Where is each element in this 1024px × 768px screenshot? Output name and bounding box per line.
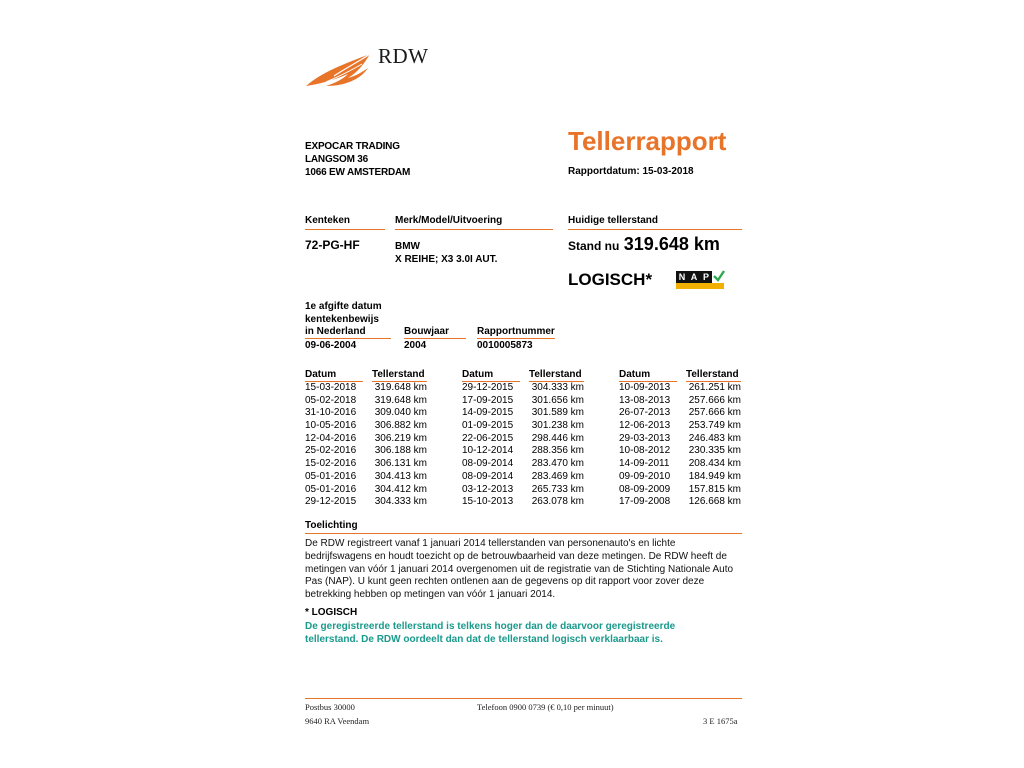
address-line: LANGSOM 36 [305, 154, 369, 165]
footer-code: 3 E 1675a [703, 716, 738, 726]
nap-letter: N [676, 271, 688, 283]
footer-telefoon: Telefoon 0900 0739 (€ 0,10 per minuut) [477, 702, 614, 712]
rapportnummer-label: Rapportnummer [477, 326, 555, 337]
divider [305, 698, 742, 699]
nap-letter: A [688, 271, 700, 283]
reading-value: 306.188 km [374, 445, 427, 457]
divider [404, 338, 466, 339]
readings-rows [305, 382, 427, 509]
reading-date: 17-09-2015 [462, 394, 514, 406]
reading-date: 10-09-2013 [619, 382, 671, 393]
first-registration-value: 09-06-2004 [305, 340, 357, 351]
reading-value: 301.589 km [531, 407, 584, 419]
reading-row [462, 395, 584, 408]
reading-row [305, 471, 427, 484]
reading-row [462, 382, 584, 395]
merk-line: X REIHE; X3 3.0I AUT. [395, 253, 498, 265]
reading-date: 12-06-2013 [619, 420, 671, 432]
reading-value: 283.469 km [531, 470, 584, 482]
footer-postbus: Postbus 30000 [305, 702, 355, 712]
readings-column [462, 369, 584, 509]
reading-row [619, 496, 741, 509]
toelichting-text [305, 538, 745, 602]
address-line: 1066 EW AMSTERDAM [305, 167, 411, 178]
nap-strip [676, 283, 724, 289]
reading-row [619, 407, 741, 420]
reading-value: 319.648 km [374, 394, 427, 406]
reading-value: 265.733 km [531, 483, 584, 495]
reading-row [619, 471, 741, 484]
reading-date: 09-09-2010 [619, 470, 671, 482]
current-stand [568, 234, 720, 255]
reading-date: 31-10-2016 [305, 407, 357, 419]
reading-value: 304.412 km [374, 483, 427, 495]
col-value-header: Tellerstand [529, 369, 582, 380]
reading-value: 319.648 km [374, 382, 427, 393]
reading-date: 08-09-2014 [462, 458, 514, 470]
divider [477, 338, 555, 339]
nap-letter: P [700, 271, 712, 283]
text-line: tellerstand. De RDW oordeelt dan dat de tellerstand logisch verklaarbaar is. [305, 633, 663, 645]
logisch-explanation [305, 621, 745, 647]
reading-row [462, 471, 584, 484]
merk-line: BMW [395, 241, 420, 252]
divider [395, 229, 553, 230]
reading-row [462, 496, 584, 509]
reading-row [305, 458, 427, 471]
reading-date: 17-09-2008 [619, 496, 671, 508]
reading-date: 14-09-2015 [462, 407, 514, 419]
reading-row [619, 395, 741, 408]
label-line: kentekenbewijs [305, 313, 379, 325]
reading-row [462, 420, 584, 433]
teller-label: Huidige tellerstand [568, 215, 659, 226]
col-value-header: Tellerstand [372, 369, 425, 380]
reading-value: 208.434 km [688, 458, 741, 470]
logisch-heading: * LOGISCH [305, 607, 358, 618]
reading-date: 29-12-2015 [305, 496, 357, 508]
reading-value: 304.413 km [374, 470, 427, 482]
rdw-logo-text: RDW [378, 44, 429, 68]
reading-row [619, 382, 741, 395]
merk-value [395, 241, 497, 266]
reading-date: 25-02-2016 [305, 445, 357, 457]
reading-value: 301.238 km [531, 420, 584, 432]
reading-value: 184.949 km [688, 470, 741, 482]
text-line: metingen van vóór 1 januari 2014 overgenomen uit de registratie van de Stichting Nationale Auto [305, 563, 734, 575]
reading-date: 08-09-2009 [619, 483, 671, 495]
reading-date: 12-04-2016 [305, 432, 357, 444]
reading-value: 309.040 km [374, 407, 427, 419]
reading-date: 05-01-2016 [305, 483, 357, 495]
toelichting-heading: Toelichting [305, 520, 358, 531]
first-registration-label [305, 301, 382, 339]
text-line: De geregistreerde tellerstand is telkens hoger dan de daarvoor geregistreerde [305, 621, 676, 632]
reading-value: 283.470 km [531, 458, 584, 470]
reading-row [462, 407, 584, 420]
reading-value: 306.131 km [374, 458, 427, 470]
reading-value: 257.666 km [688, 407, 741, 419]
reading-date: 01-09-2015 [462, 420, 514, 432]
reading-row [305, 407, 427, 420]
reading-date: 08-09-2014 [462, 470, 514, 482]
col-date-header: Datum [462, 369, 494, 380]
reading-date: 05-01-2016 [305, 470, 357, 482]
col-value-header: Tellerstand [686, 369, 739, 380]
reading-row [462, 445, 584, 458]
reading-date: 10-05-2016 [305, 420, 357, 432]
reading-value: 304.333 km [531, 382, 584, 393]
reading-date: 29-03-2013 [619, 432, 671, 444]
reading-date: 10-12-2014 [462, 445, 514, 457]
kenteken-label: Kenteken [305, 215, 351, 226]
checkmark-icon [713, 269, 725, 282]
recipient-address [305, 140, 410, 179]
footer-city: 9640 RA Veendam [305, 716, 370, 726]
reading-row [619, 420, 741, 433]
kenteken-value: 72-PG-HF [305, 238, 360, 252]
reading-value: 230.335 km [688, 445, 741, 457]
reading-row [305, 420, 427, 433]
logisch-verdict: LOGISCH* [568, 270, 653, 289]
text-line: betrekking hebben op metingen van vóór 1 januari 2014. [305, 589, 556, 601]
reading-value: 304.333 km [374, 496, 427, 508]
merk-label: Merk/Model/Uitvoering [395, 215, 503, 226]
reading-value: 126.668 km [688, 496, 741, 508]
reading-row [305, 496, 427, 509]
reading-value: 306.219 km [374, 432, 427, 444]
col-date-header: Datum [305, 369, 337, 380]
reading-value: 263.078 km [531, 496, 584, 508]
reading-row [619, 433, 741, 446]
reading-date: 15-02-2016 [305, 458, 357, 470]
reading-value: 301.656 km [531, 394, 584, 406]
readings-column [305, 369, 427, 509]
label-line: 1e afgifte datum [305, 301, 382, 312]
label-line: in Nederland [305, 326, 366, 337]
reading-value: 257.666 km [688, 394, 741, 406]
reading-value: 253.749 km [688, 420, 741, 432]
reading-value: 306.882 km [374, 420, 427, 432]
reading-row [619, 445, 741, 458]
reading-value: 261.251 km [688, 382, 741, 393]
report-date [568, 166, 694, 177]
reading-date: 03-12-2013 [462, 483, 514, 495]
text-line: De RDW registreert vanaf 1 januari 2014 tellerstanden van personenauto's en lichte [305, 538, 676, 549]
col-date-header: Datum [619, 369, 651, 380]
reading-date: 29-12-2015 [462, 382, 514, 393]
stand-value: 319.648 km [623, 234, 720, 254]
report-title: Tellerrapport [568, 126, 727, 156]
readings-rows [462, 382, 584, 509]
reading-row [305, 484, 427, 497]
text-line: bedrijfswagens en houdt toezicht op de betrouwbaarheid van deze metingen. De RDW heeft de [305, 550, 727, 562]
reading-value: 246.483 km [688, 432, 741, 444]
reading-date: 15-03-2018 [305, 382, 357, 393]
reading-row [462, 458, 584, 471]
divider [305, 229, 385, 230]
readings-rows [619, 382, 741, 509]
reading-value: 298.446 km [531, 432, 584, 444]
reading-date: 15-10-2013 [462, 496, 514, 508]
reading-value: 157.815 km [688, 483, 741, 495]
reading-date: 22-06-2015 [462, 432, 514, 444]
divider [305, 533, 742, 534]
readings-column [619, 369, 741, 509]
reading-row [305, 445, 427, 458]
report-date-value: 15-03-2018 [642, 166, 694, 177]
reading-row [305, 433, 427, 446]
address-line: EXPOCAR TRADING [305, 141, 400, 152]
nap-logo-icon [676, 271, 724, 290]
reading-date: 13-08-2013 [619, 394, 671, 406]
divider [305, 338, 391, 339]
report-date-label: Rapportdatum: [568, 166, 640, 177]
text-line: Pas (NAP). U kunt geen rechten ontlenen aan de gegevens op dit rapport voor zover deze [305, 576, 705, 588]
reading-row [619, 484, 741, 497]
reading-row [619, 458, 741, 471]
reading-date: 05-02-2018 [305, 394, 357, 406]
reading-row [462, 484, 584, 497]
reading-row [305, 395, 427, 408]
reading-date: 26-07-2013 [619, 407, 671, 419]
reading-date: 14-09-2011 [619, 458, 670, 470]
reading-row [462, 433, 584, 446]
stand-prefix: Stand nu [568, 239, 620, 253]
reading-row [305, 382, 427, 395]
divider [568, 229, 742, 230]
rapportnummer-value: 0010005873 [477, 340, 533, 351]
reading-value: 288.356 km [531, 445, 584, 457]
reading-date: 10-08-2012 [619, 445, 671, 457]
bouwjaar-value: 2004 [404, 340, 427, 351]
bouwjaar-label: Bouwjaar [404, 326, 450, 337]
